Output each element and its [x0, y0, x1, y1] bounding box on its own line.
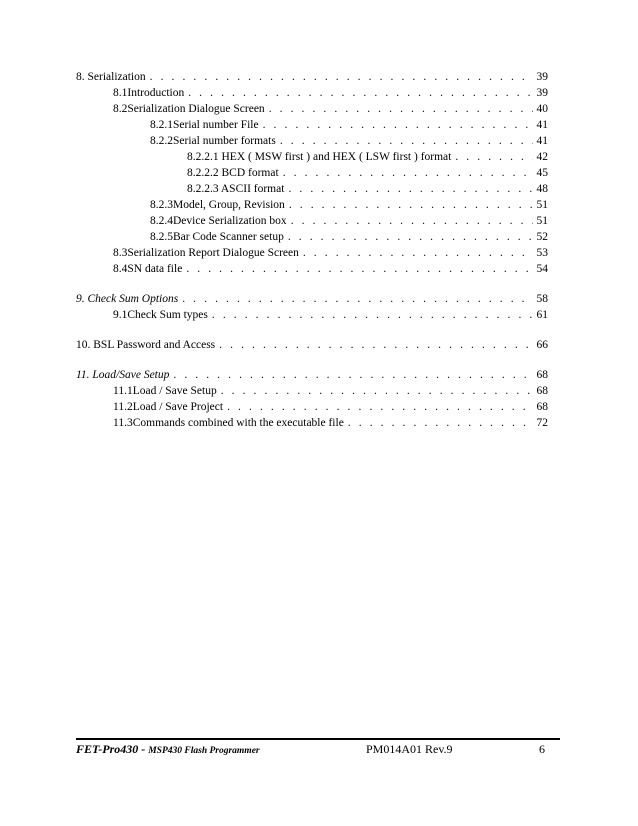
toc-entry-label: 8. Serialization — [76, 71, 146, 83]
leader-dots — [455, 150, 532, 164]
toc-page-number: 72 — [536, 417, 548, 429]
toc-entry-number: 8.3 — [113, 247, 128, 259]
toc-entry-9-1[interactable] — [113, 308, 548, 322]
toc-entry-title: Serial number File — [173, 119, 259, 131]
toc-entry-number: 8.2.3 — [150, 199, 173, 211]
toc-entry-label: 10. BSL Password and Access — [76, 339, 216, 351]
leader-dots — [291, 214, 533, 228]
toc-entry-title: SN data file — [127, 263, 183, 275]
leader-dots — [221, 384, 533, 398]
toc-page-number: 40 — [536, 103, 548, 115]
leader-dots — [288, 182, 532, 196]
toc-page-number: 51 — [536, 215, 548, 227]
toc-entry-title: 8.2.2.2 BCD format — [187, 167, 279, 179]
toc-entry-number: 8.1 — [113, 87, 128, 99]
toc-entry-8-2-2-2[interactable] — [187, 166, 548, 180]
toc-entry-9[interactable] — [76, 292, 548, 306]
toc-page-number: 54 — [536, 263, 548, 275]
toc-entry-number: 8.2.5 — [150, 231, 173, 243]
toc-entry-title: Load / Save Setup — [132, 385, 217, 397]
toc-page-number: 66 — [536, 339, 548, 351]
toc-page-number: 39 — [536, 87, 548, 99]
leader-dots — [263, 118, 533, 132]
toc-entry-11[interactable] — [76, 368, 548, 382]
toc-page-number: 45 — [536, 167, 548, 179]
toc-entry-11-1[interactable] — [113, 384, 548, 398]
leader-dots — [283, 166, 533, 180]
toc-entry-label: 9. Check Sum Options — [76, 293, 179, 305]
leader-dots — [227, 400, 532, 414]
footer-doc-id: PM014A01 Rev.9 — [366, 742, 453, 756]
toc-entry-11-2[interactable] — [113, 400, 548, 414]
leader-dots — [280, 134, 533, 148]
toc-entry-8-2-4[interactable] — [150, 214, 548, 228]
toc-entry-number: 8.2.4 — [150, 215, 173, 227]
toc-page-number: 52 — [536, 231, 548, 243]
toc-entry-number: 9.1 — [113, 309, 128, 321]
toc-entry-title: Serialization Report Dialogue Screen — [127, 247, 299, 259]
toc-entry-number: 8.4 — [113, 263, 128, 275]
toc-entry-title: Load / Save Project — [132, 401, 224, 413]
toc-entry-8-2-2[interactable] — [150, 134, 548, 148]
leader-dots — [303, 246, 533, 260]
toc-page-number: 68 — [536, 401, 548, 413]
leader-dots — [212, 308, 533, 322]
leader-dots — [173, 368, 532, 382]
toc-page-number: 42 — [536, 151, 548, 163]
toc-entry-11-3[interactable] — [113, 416, 548, 430]
footer-page-number: 6 — [539, 742, 545, 756]
toc-page-number: 51 — [536, 199, 548, 211]
footer-product-subtitle: MSP430 Flash Programmer — [148, 746, 260, 756]
toc-entry-label: 11. Load/Save Setup — [76, 369, 170, 381]
leader-dots — [150, 70, 533, 84]
toc-entry-number: 8.2.2 — [150, 135, 173, 147]
toc-page-number: 68 — [536, 385, 548, 397]
leader-dots — [288, 230, 533, 244]
toc-entry-title: Serial number formats — [173, 135, 276, 147]
footer-product — [76, 742, 260, 758]
toc-entry-8-4[interactable] — [113, 262, 548, 276]
toc-entry-number: 11.1 — [113, 385, 133, 397]
toc-entry-8-3[interactable] — [113, 246, 548, 260]
toc-entry-8-2-2-3[interactable] — [187, 182, 548, 196]
leader-dots — [219, 338, 532, 352]
toc-page-number: 41 — [536, 135, 548, 147]
leader-dots — [188, 86, 532, 100]
toc-entry-8-1[interactable] — [113, 86, 548, 100]
toc-entry-title: Check Sum types — [127, 309, 208, 321]
toc-entry-10[interactable] — [76, 338, 548, 352]
toc-page-number: 68 — [536, 369, 548, 381]
toc-page-number: 61 — [536, 309, 548, 321]
toc-entry-title: Introduction — [127, 87, 185, 99]
toc-entry-title: Device Serialization box — [173, 215, 287, 227]
leader-dots — [289, 198, 533, 212]
toc-entry-title: 8.2.2.3 ASCII format — [187, 183, 285, 195]
toc-page-number: 41 — [536, 119, 548, 131]
toc-page-number: 39 — [536, 71, 548, 83]
toc-entry-8-2-3[interactable] — [150, 198, 548, 212]
toc-entry-8-2-2-1[interactable] — [187, 150, 548, 164]
toc-entry-8-2-5[interactable] — [150, 230, 548, 244]
toc-page-number: 58 — [536, 293, 548, 305]
toc-entry-8-2[interactable] — [113, 102, 548, 116]
toc-page-number: 48 — [536, 183, 548, 195]
footer-product-name: FET-Pro430 - — [76, 742, 146, 756]
toc-entry-number: 8.2 — [113, 103, 128, 115]
leader-dots — [182, 292, 532, 306]
toc-entry-title: Bar Code Scanner setup — [173, 231, 284, 243]
toc-entry-number: 11.2 — [113, 401, 133, 413]
toc-entry-8-2-1[interactable] — [150, 118, 548, 132]
toc-entry-title: 8.2.2.1 HEX ( MSW first ) and HEX ( LSW first ) format — [187, 151, 452, 163]
toc-entry-8[interactable] — [76, 70, 548, 84]
toc-entry-title: Model, Group, Revision — [173, 199, 285, 211]
footer-divider — [76, 738, 560, 740]
leader-dots — [269, 102, 533, 116]
toc-entry-title: Serialization Dialogue Screen — [127, 103, 265, 115]
leader-dots — [348, 416, 533, 430]
leader-dots — [186, 262, 532, 276]
toc-entry-title: Commands combined with the executable file — [132, 417, 344, 429]
toc-page-number: 53 — [536, 247, 548, 259]
toc-entry-number: 11.3 — [113, 417, 133, 429]
toc-entry-number: 8.2.1 — [150, 119, 173, 131]
